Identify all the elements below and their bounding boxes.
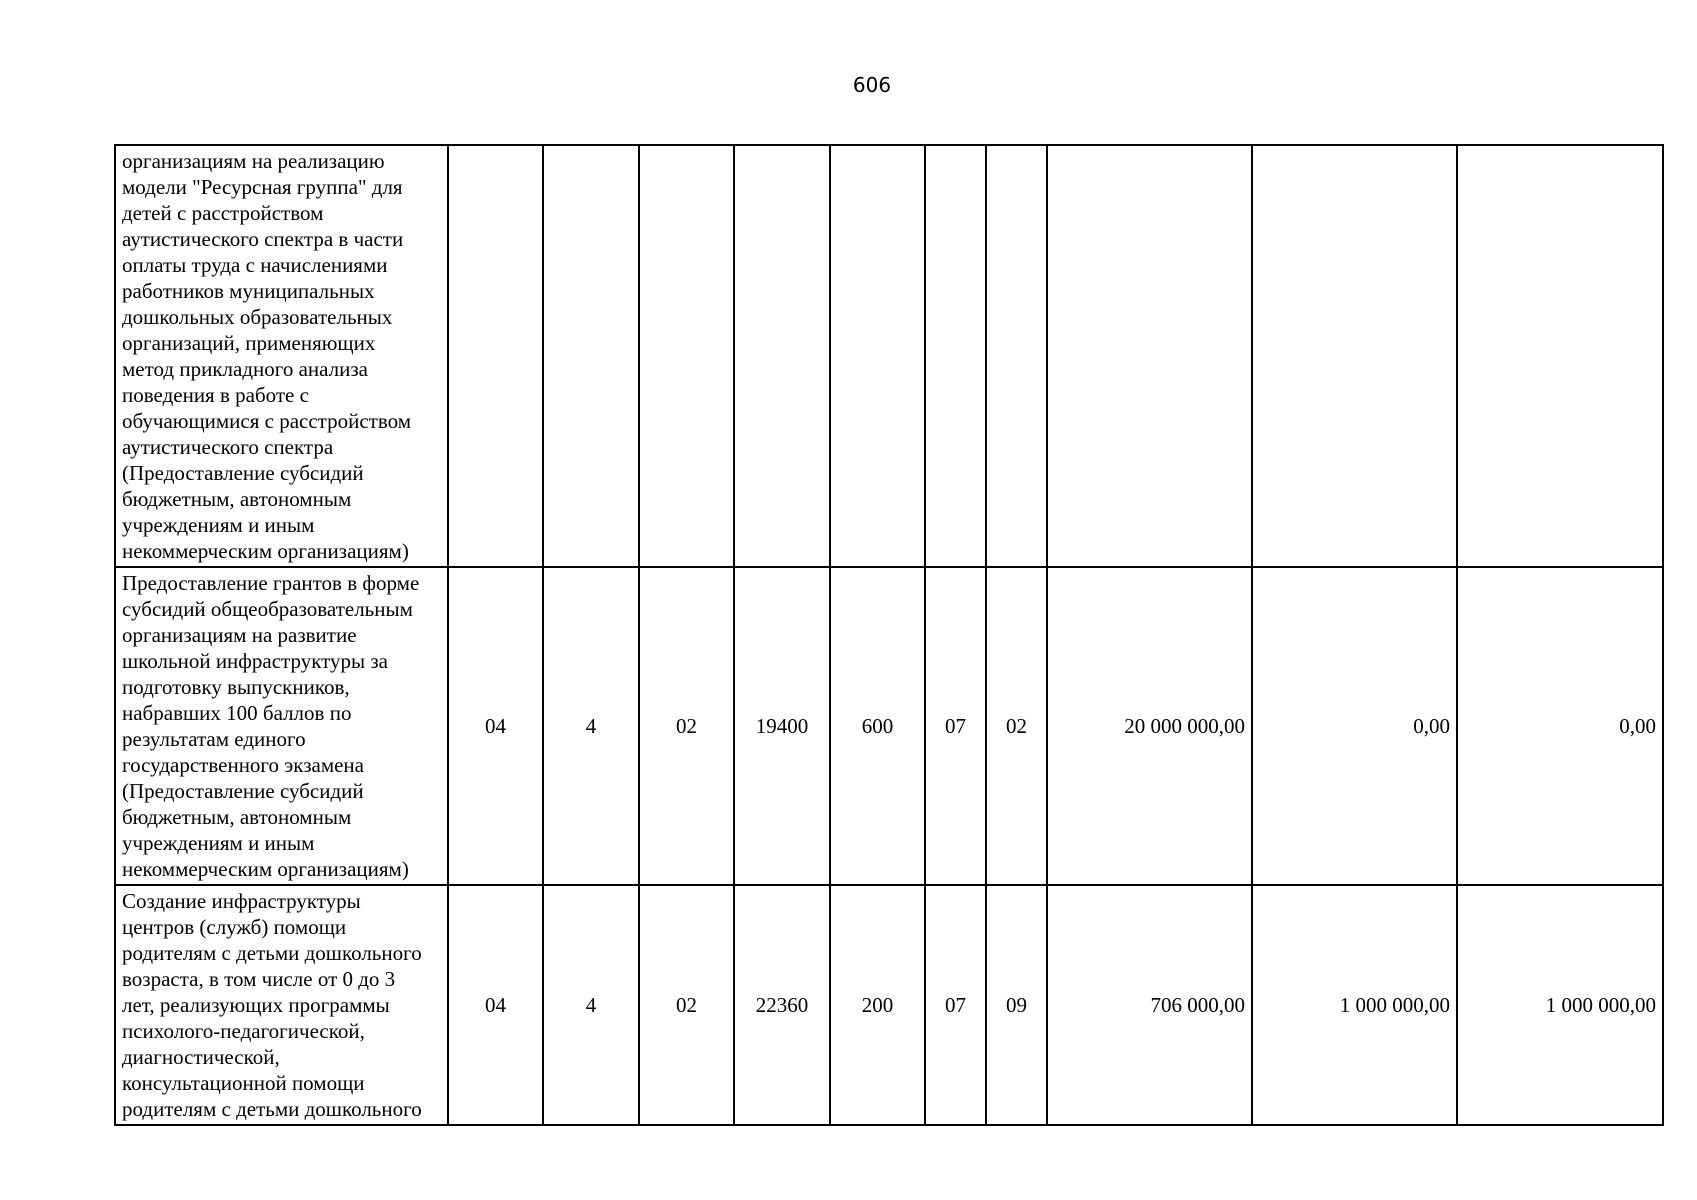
program-code-cell [448,145,543,567]
budget-table [114,144,1664,1126]
subprogram-code-cell: 4 [543,885,639,1125]
program-code-cell: 04 [448,567,543,885]
section-cell: 07 [925,885,986,1125]
page-number: 606 [852,73,892,97]
subsection-cell: 02 [986,567,1047,885]
amount-year-3-cell: 1 000 000,00 [1457,885,1663,1125]
expense-type-cell: 200 [830,885,925,1125]
subprogram-code-cell: 4 [543,567,639,885]
subsection-cell: 09 [986,885,1047,1125]
amount-year-1-cell [1047,145,1252,567]
direction-code-cell: 19400 [734,567,830,885]
subprogram-code-cell [543,145,639,567]
amount-year-2-cell [1252,145,1457,567]
table-row [115,567,1663,885]
amount-year-2-cell: 0,00 [1252,567,1457,885]
row-description: организациям на реализацию модели "Ресурсная группа" для детей с расстройством аутистического спектра в части оплаты труда с начислениями работников муниципальных дошкольных образовательных организаций, применяющих метод прикладного анализа поведения в работе с обучающимися с расстройством аутистического спектра (Предоставление субсидий бюджетным, автономным учреждениям и иным некоммерческим организациям) [115,145,448,567]
direction-code-cell: 22360 [734,885,830,1125]
program-code-cell: 04 [448,885,543,1125]
amount-year-3-cell [1457,145,1663,567]
section-cell: 07 [925,567,986,885]
table-row [115,145,1663,567]
expense-type-cell: 600 [830,567,925,885]
amount-year-1-cell: 20 000 000,00 [1047,567,1252,885]
section-cell [925,145,986,567]
row-description: Предоставление грантов в форме субсидий общеобразовательным организациям на развитие школьной инфраструктуры за подготовку выпускников, набравших 100 баллов по результатам единого государственного экзамена (Предоставление субсидий бюджетным, автономным учреждениям и иным некоммерческим организациям) [115,567,448,885]
activity-code-cell [639,145,734,567]
amount-year-2-cell: 1 000 000,00 [1252,885,1457,1125]
subsection-cell [986,145,1047,567]
amount-year-1-cell: 706 000,00 [1047,885,1252,1125]
direction-code-cell [734,145,830,567]
activity-code-cell: 02 [639,885,734,1125]
activity-code-cell: 02 [639,567,734,885]
expense-type-cell [830,145,925,567]
amount-year-3-cell: 0,00 [1457,567,1663,885]
table-row [115,885,1663,1125]
row-description: Создание инфраструктуры центров (служб) помощи родителям с детьми дошкольного возраста, в том числе от 0 до 3 лет, реализующих программы психолого-педагогической, диагностической, консультационной помощи родителям с детьми дошкольного [115,885,448,1125]
